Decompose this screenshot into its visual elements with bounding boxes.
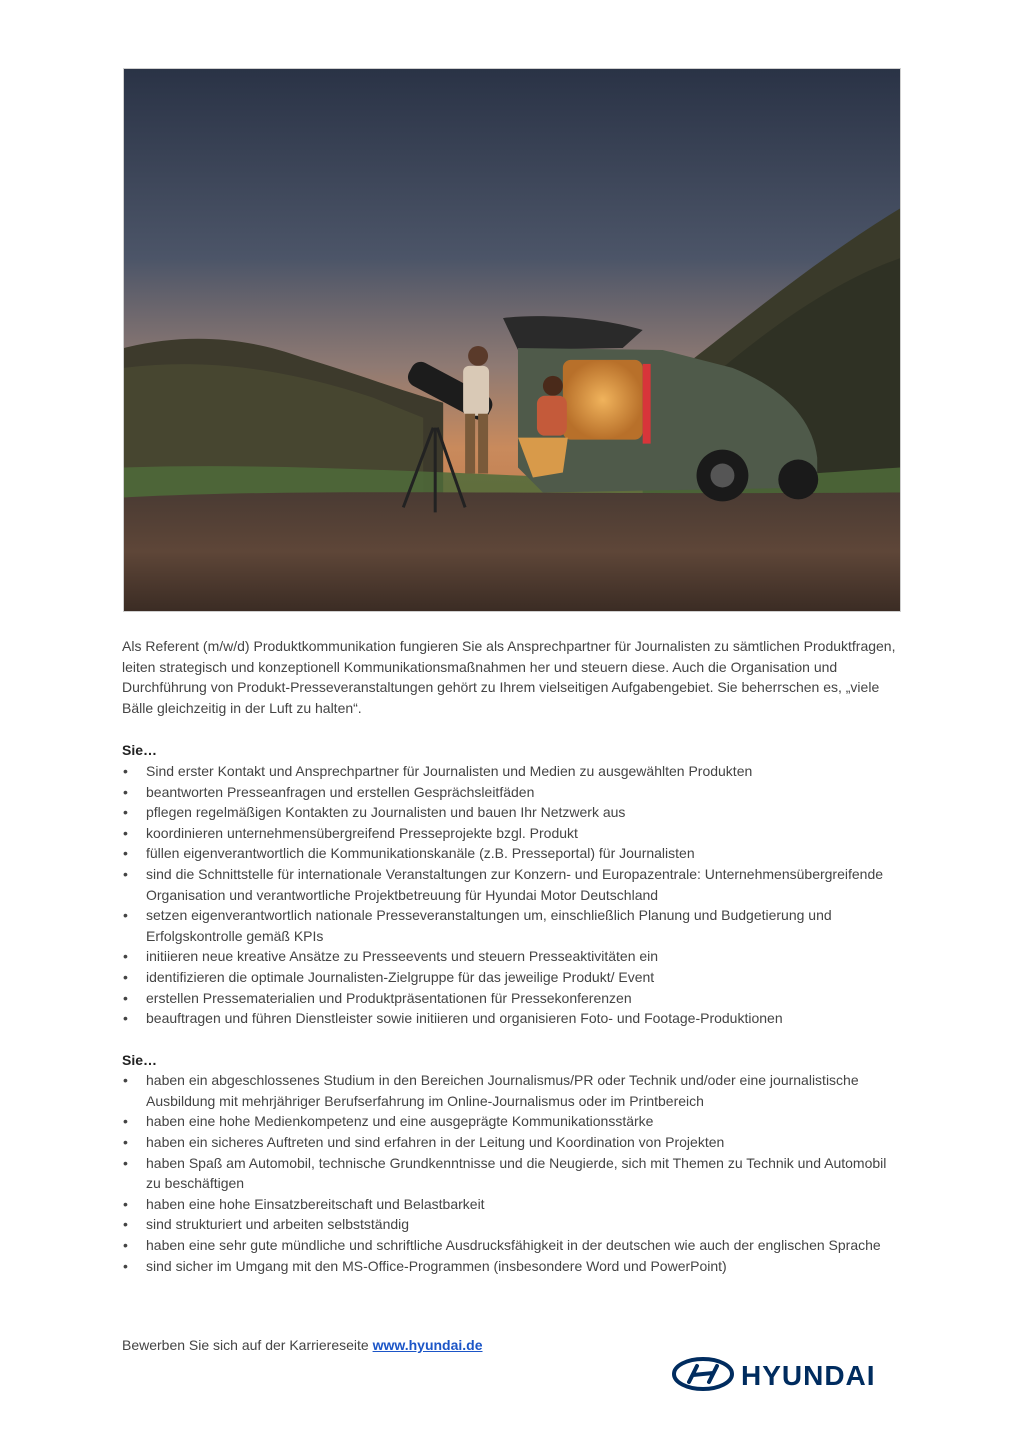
hyundai-logo-icon: [671, 1356, 895, 1392]
list-item: • haben eine hohe Medienkompetenz und eine ausgeprägte Kommunikationsstärke: [122, 1111, 897, 1132]
list-item: • setzen eigenverantwortlich nationale Presseveranstaltungen um, einschließlich Planung und Budgetierung und Erfolgskontrolle gemäß KPIs: [122, 905, 897, 946]
list-item: • beantworten Presseanfragen und erstellen Gesprächsleitfäden: [122, 782, 897, 803]
list-item: • sind die Schnittstelle für internationale Veranstaltungen zur Konzern- und Europazentrale: Unternehmensübergreifende Organisation und verantwortliche Projektbetreuung für Hyundai Motor Deutschland: [122, 864, 897, 905]
list-item: • füllen eigenverantwortlich die Kommunikationskanäle (z.B. Presseportal) für Journalisten: [122, 843, 897, 864]
job-description: [122, 636, 897, 1297]
apply-line: [122, 1335, 483, 1355]
logo-wordmark: HYUNDAI: [741, 1360, 876, 1391]
section-title-tasks: Sie…: [122, 742, 158, 759]
list-item: • identifizieren die optimale Journalisten-Zielgruppe für das jeweilige Produkt/ Event: [122, 967, 897, 988]
ground: [124, 492, 900, 611]
hyundai-logo: [671, 1356, 895, 1392]
tasks-list: [122, 761, 897, 1029]
apply-text: Bewerben Sie sich auf der Karriereseite: [122, 1337, 373, 1353]
list-item: • initiieren neue kreative Ansätze zu Presseevents und steuern Presseaktivitäten ein: [122, 946, 897, 967]
list-item: • koordinieren unternehmensübergreifend Presseprojekte bzgl. Produkt: [122, 823, 897, 844]
list-item: • erstellen Pressematerialien und Produktpräsentationen für Pressekonferenzen: [122, 988, 897, 1009]
list-item: • haben ein sicheres Auftreten und sind erfahren in der Leitung und Koordination von Projekten: [122, 1132, 897, 1153]
section-title-profile: Sie…: [122, 1051, 158, 1068]
hero-image: [123, 68, 901, 612]
hero-illustration: [124, 69, 900, 611]
list-item: • haben Spaß am Automobil, technische Grundkenntnisse und die Neugierde, sich mit Themen zu Technik und Automobil zu beschäftigen: [122, 1153, 897, 1194]
list-item: • sind strukturiert und arbeiten selbstständig: [122, 1214, 897, 1235]
list-item: • Sind erster Kontakt und Ansprechpartner für Journalisten und Medien zu ausgewählten Produkten: [122, 761, 897, 782]
list-item: • pflegen regelmäßigen Kontakten zu Journalisten und bauen Ihr Netzwerk aus: [122, 802, 897, 823]
list-item: • haben ein abgeschlossenes Studium in den Bereichen Journalismus/PR oder Technik und/oder eine journalistische Ausbildung mit mehrjähriger Berufserfahrung im Online-Journalismus oder im Printbereich: [122, 1070, 897, 1111]
intro-paragraph: Als Referent (m/w/d) Produktkommunikation fungieren Sie als Ansprechpartner für Journalisten zu sämtlichen Produktfragen, leiten strategisch und konzeptionell Kommunikationsmaßnahmen her und steuern diese. Auch die Organisation und Durchführung von Produkt-Presseveranstaltungen gehört zu Ihrem vielseitigen Aufgabengebiet. Sie beherrschen es, „viele Bälle gleichzeitig in der Luft zu halten“.: [122, 638, 896, 716]
list-item: • sind sicher im Umgang mit den MS-Office-Programmen (insbesondere Word und PowerPoint): [122, 1256, 897, 1277]
list-item: • beauftragen und führen Dienstleister sowie initiieren und organisieren Foto- und Footage-Produktionen: [122, 1008, 897, 1029]
career-link[interactable]: www.hyundai.de: [372, 1337, 483, 1353]
list-item: • haben eine hohe Einsatzbereitschaft und Belastbarkeit: [122, 1194, 897, 1215]
profile-list: [122, 1070, 897, 1276]
list-item: • haben eine sehr gute mündliche und schriftliche Ausdrucksfähigkeit in der deutschen wie auch der englischen Sprache: [122, 1235, 897, 1256]
